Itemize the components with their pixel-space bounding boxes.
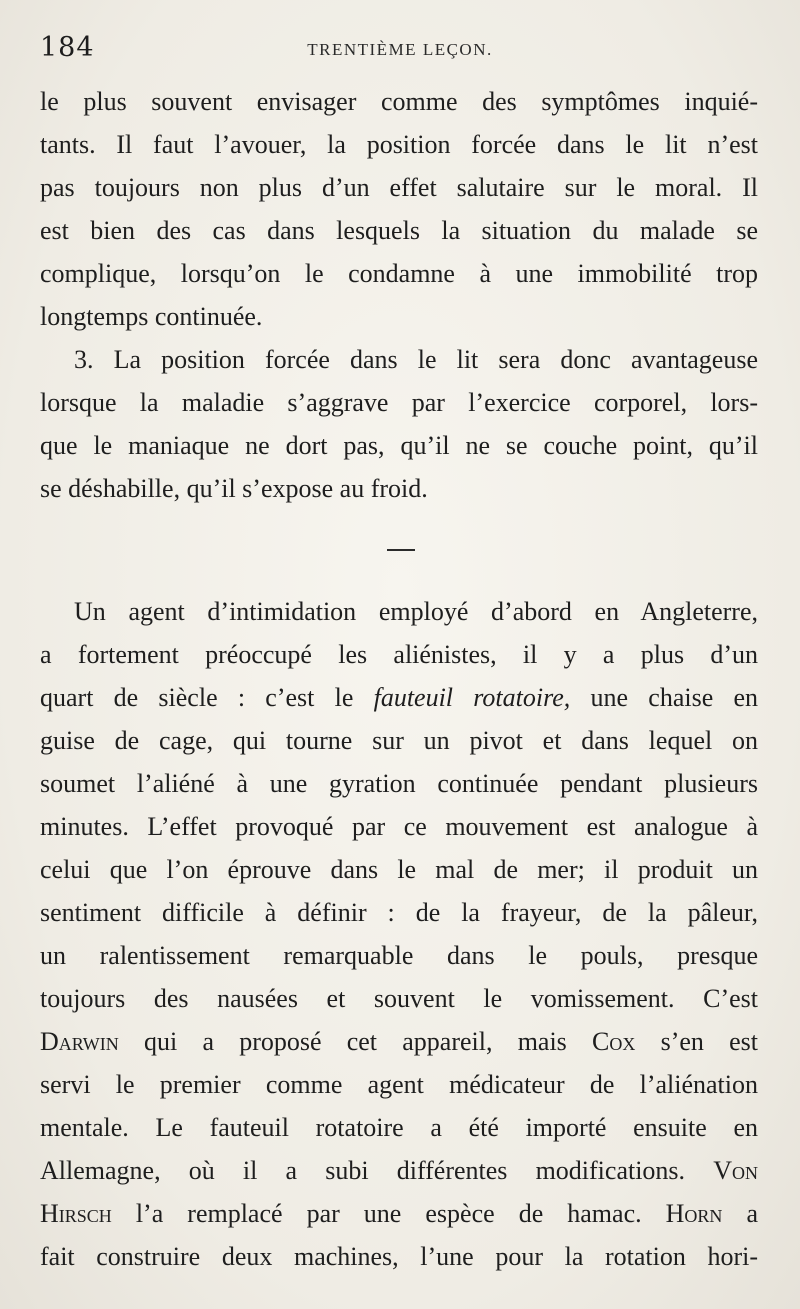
text-span: Allemagne, où il a subi différentes modifications. [40, 1156, 714, 1185]
text-line: un ralentissement remarquable dans le pouls, presque [40, 941, 758, 970]
text-line: le plus souvent envisager comme des symptômes inquié- [40, 87, 758, 116]
text-line: Un agent d’intimidation employé d’abord en Angleterre, [74, 597, 758, 626]
text-line: toujours des nausées et souvent le vomissement. C’est [40, 984, 758, 1013]
text-span: a [722, 1199, 758, 1228]
text-line [40, 1149, 758, 1192]
text-line: complique, lorsqu’on le condamne à une immobilité trop [40, 259, 758, 288]
text-line: longtemps continuée. [40, 302, 263, 331]
text-line: fait construire deux machines, l’une pour la rotation hori- [40, 1242, 758, 1271]
text-line: celui que l’on éprouve dans le mal de mer; il produit un [40, 855, 758, 884]
page-header [40, 32, 760, 68]
text-line: tants. Il faut l’avouer, la position forcée dans le lit n’est [40, 130, 758, 159]
running-head: TRENTIÈME LEÇON. [307, 40, 493, 59]
text-span: quart de siècle : c’est le [40, 683, 374, 712]
author-name: Von [713, 1156, 758, 1185]
text-line: est bien des cas dans lesquels la situation du malade se [40, 216, 758, 245]
text-line [40, 676, 758, 719]
page-number: 184 [40, 32, 95, 63]
text-line: minutes. L’effet provoqué par ce mouvement est analogue à [40, 812, 758, 841]
author-name: Darwin [40, 1027, 119, 1056]
text-line: sentiment difficile à définir : de la frayeur, de la pâleur, [40, 898, 758, 927]
text-line: soumet l’aliéné à une gyration continuée pendant plusieurs [40, 769, 758, 798]
text-line: mentale. Le fauteuil rotatoire a été importé ensuite en [40, 1113, 758, 1142]
text-span: s’en est [635, 1027, 758, 1056]
section-separator [387, 549, 415, 551]
text-line: 3. La position forcée dans le lit sera donc avantageuse [74, 345, 758, 374]
text-span: l’a remplacé par une espèce de hamac. [111, 1199, 666, 1228]
text-line: servi le premier comme agent médicateur de l’aliénation [40, 1070, 758, 1099]
text-span: qui a proposé cet appareil, mais [118, 1027, 593, 1056]
text-line [40, 1192, 758, 1235]
italic-term: fauteuil rotatoire, [373, 683, 571, 712]
text-line: guise de cage, qui tourne sur un pivot et dans lequel on [40, 726, 758, 755]
text-line: lorsque la maladie s’aggrave par l’exercice corporel, lors- [40, 388, 758, 417]
author-name: Cox [592, 1027, 636, 1056]
text-line [40, 1020, 758, 1063]
text-line: pas toujours non plus d’un effet salutaire sur le moral. Il [40, 173, 758, 202]
text-line: se déshabille, qu’il s’expose au froid. [40, 474, 428, 503]
author-name: Hirsch [40, 1199, 112, 1228]
text-line: que le maniaque ne dort pas, qu’il ne se couche point, qu’il [40, 431, 758, 460]
author-name: Horn [665, 1199, 723, 1228]
text-line: a fortement préoccupé les aliénistes, il y a plus d’un [40, 640, 758, 669]
text-span: une chaise en [570, 683, 759, 712]
